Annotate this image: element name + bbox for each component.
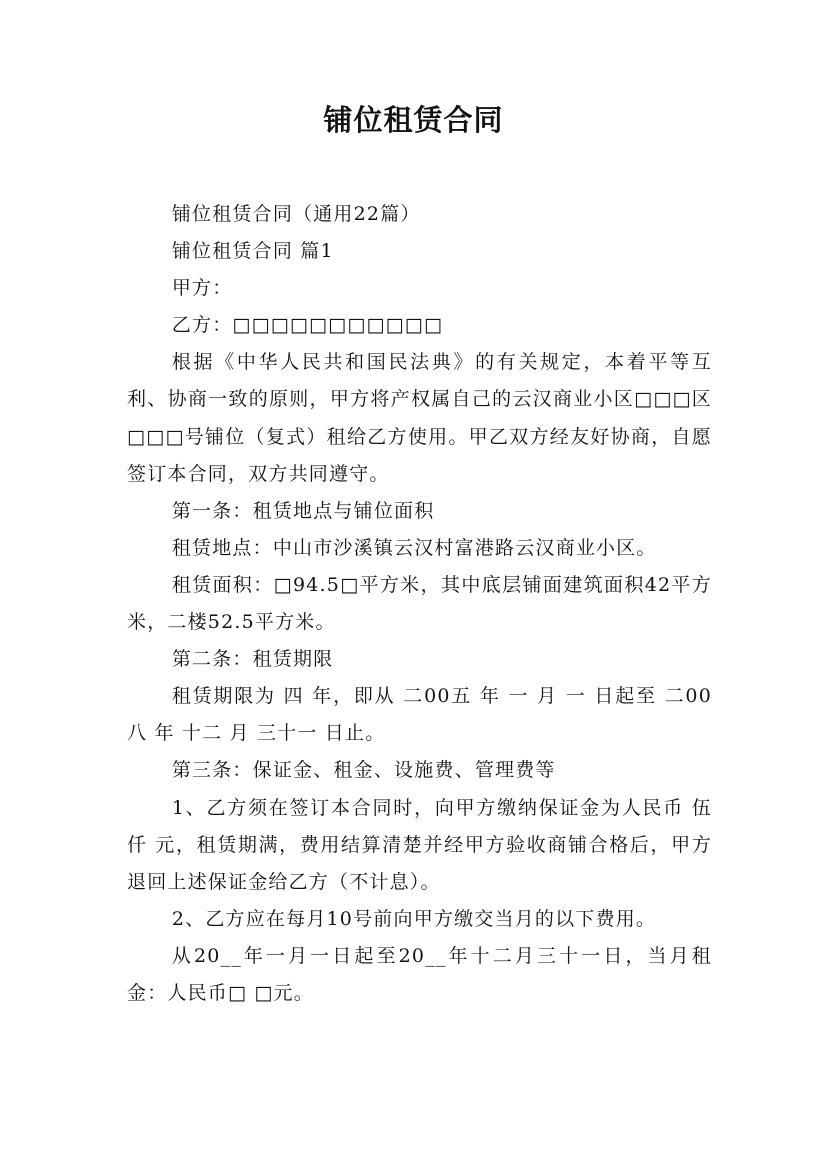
paragraph-article-3-heading: 第三条：保证金、租金、设施费、管理费等 bbox=[171, 759, 556, 782]
paragraph-article-2-heading: 第二条：租赁期限 bbox=[171, 648, 334, 671]
document-title: 铺位租赁合同 bbox=[323, 103, 504, 137]
paragraph-section-heading: 铺位租赁合同 篇1 bbox=[171, 240, 334, 263]
paragraph-lease-location: 租赁地点：中山市沙溪镇云汉村富港路云汉商业小区。 bbox=[171, 536, 657, 559]
paragraph-party-a: 甲方： bbox=[171, 277, 233, 300]
paragraph-article-1-heading: 第一条：租赁地点与铺位面积 bbox=[171, 499, 435, 522]
paragraph-deposit: 1、乙方须在签订本合同时，向甲方缴纳保证金为人民币 伍仟 元，租赁期满，费用结算清楚并经甲方验收商铺合格后，甲方退回上述保证金给乙方（不计息）。 bbox=[127, 796, 712, 893]
paragraph-lease-area: 租赁面积：□94.5□平方米，其中底层铺面建筑面积42平方米，二楼52.5平方米。 bbox=[127, 573, 712, 634]
paragraph-lease-term: 租赁期限为 四 年，即从 二00五 年 一 月 一 日起至 二00八 年 十二 月 三十一 日止。 bbox=[127, 685, 712, 745]
paragraph-monthly-fees: 2、乙方应在每月10号前向甲方缴交当月的以下费用。 bbox=[171, 907, 657, 930]
paragraph-subtitle: 铺位租赁合同（通用22篇） bbox=[171, 203, 421, 225]
paragraph-monthly-rent: 从20__年一月一日起至20__年十二月三十一日，当月租金：人民币□ □元。 bbox=[127, 944, 712, 1004]
document-body bbox=[127, 196, 712, 1012]
paragraph-preamble: 根据《中华人民共和国民法典》的有关规定，本着平等互利、协商一致的原则，甲方将产权属自己的云汉商业小区□□□区□□□号铺位（复式）租给乙方使用。甲乙双方经友好协商，自愿签订本合同，双方共同遵守。 bbox=[127, 351, 712, 485]
paragraph-party-b: 乙方：□□□□□□□□□□□ bbox=[171, 314, 444, 337]
